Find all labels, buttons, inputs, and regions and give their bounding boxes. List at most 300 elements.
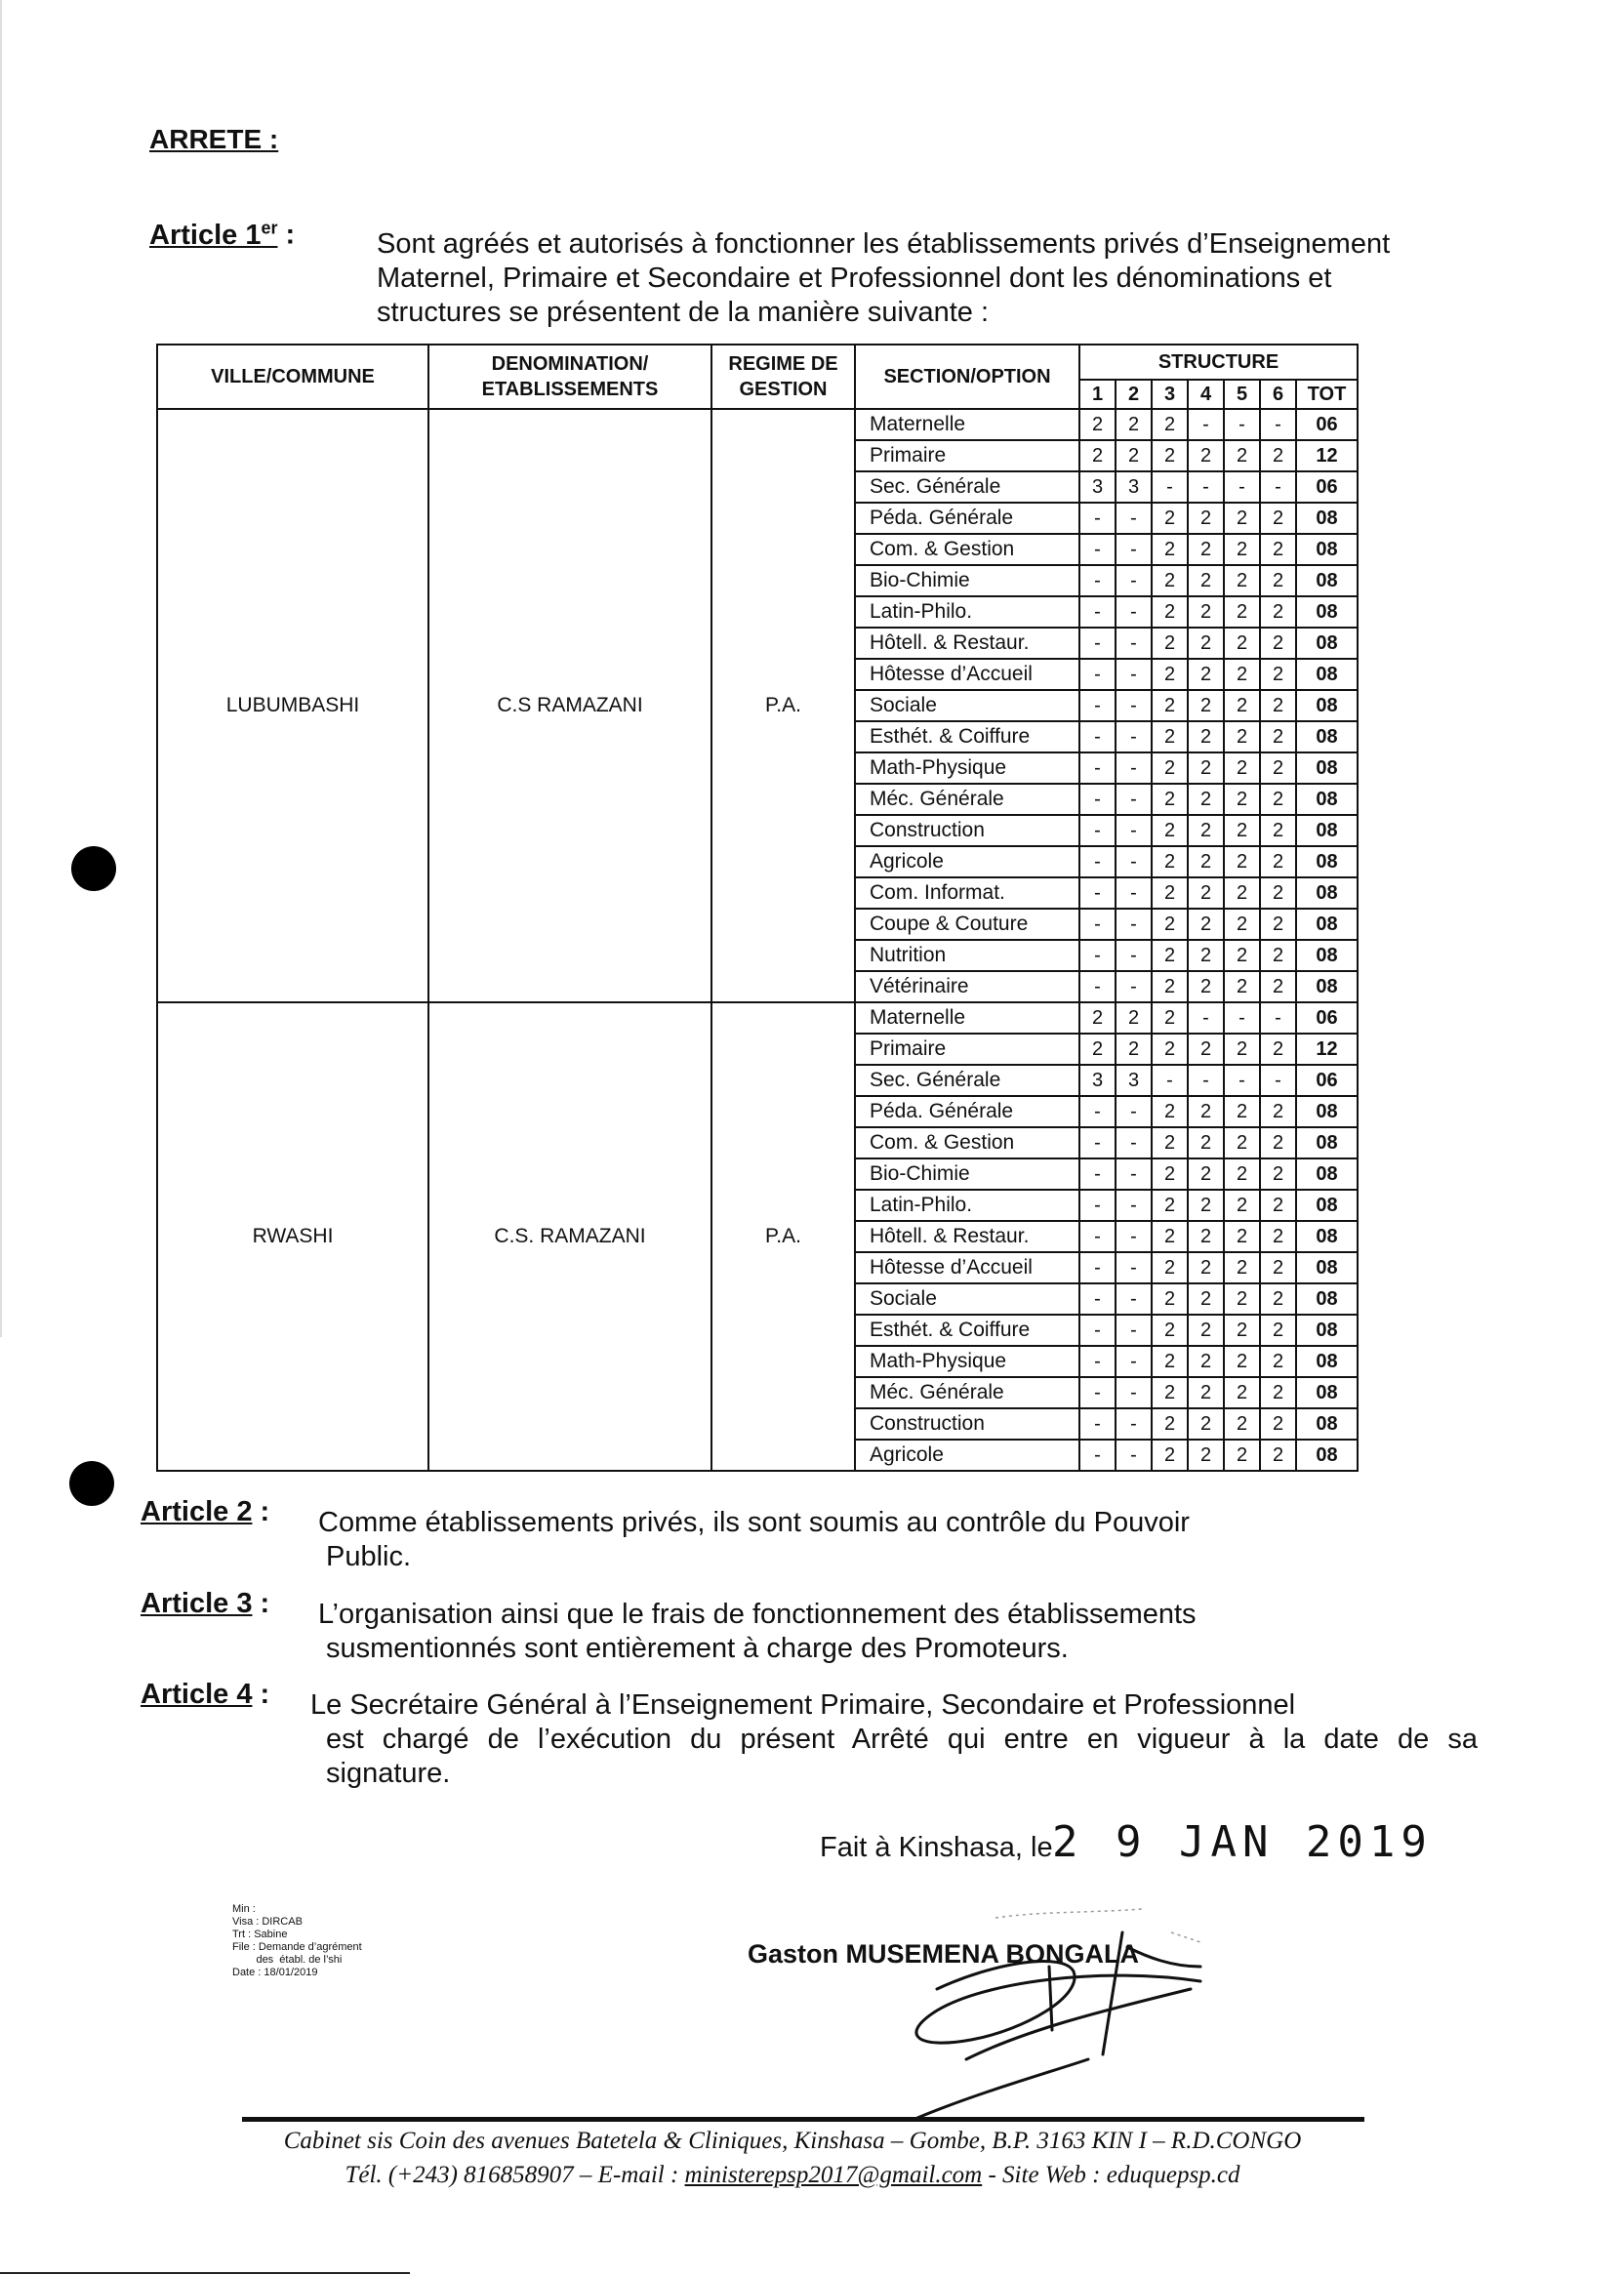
year-4-cell: 2	[1188, 1377, 1224, 1408]
year-1-cell: 3	[1079, 1065, 1116, 1096]
regime-cell: P.A.	[711, 409, 855, 1002]
total-cell: 06	[1296, 1002, 1358, 1034]
section-cell: Sociale	[855, 690, 1079, 721]
article-1-text	[377, 227, 1489, 330]
structure-table-body	[157, 409, 1358, 1471]
article-1-label	[149, 218, 295, 252]
year-1-cell: -	[1079, 659, 1116, 690]
year-6-cell: -	[1260, 1065, 1296, 1096]
header-col-6: 6	[1260, 380, 1296, 409]
total-cell: 08	[1296, 1408, 1358, 1440]
year-4-cell: 2	[1188, 784, 1224, 815]
punch-hole	[69, 1461, 114, 1506]
year-2-cell: -	[1116, 1221, 1152, 1252]
year-6-cell: 2	[1260, 659, 1296, 690]
year-4-cell: 2	[1188, 1315, 1224, 1346]
year-1-cell: 2	[1079, 1002, 1116, 1034]
header-ville: VILLE/COMMUNE	[157, 345, 428, 409]
header-denomination: DENOMINATION/ ETABLISSEMENTS	[428, 345, 711, 409]
year-1-cell: 3	[1079, 471, 1116, 503]
year-2-cell: 3	[1116, 1065, 1152, 1096]
year-5-cell: 2	[1224, 690, 1260, 721]
year-2-cell: -	[1116, 1252, 1152, 1283]
year-3-cell: 2	[1152, 846, 1188, 877]
year-4-cell: -	[1188, 471, 1224, 503]
total-cell: 08	[1296, 846, 1358, 877]
year-2-cell: -	[1116, 1096, 1152, 1127]
year-6-cell: -	[1260, 471, 1296, 503]
year-6-cell: 2	[1260, 596, 1296, 628]
signatory-name: Gaston MUSEMENA BONGALA	[748, 1939, 1140, 1969]
total-cell: 08	[1296, 1127, 1358, 1158]
handwritten-signature	[878, 1874, 1249, 2128]
year-6-cell: 2	[1260, 628, 1296, 659]
year-3-cell: 2	[1152, 940, 1188, 971]
file-notes	[232, 1903, 362, 1979]
year-4-cell: -	[1188, 1002, 1224, 1034]
footer-website: - Site Web : eduquepsp.cd	[982, 2162, 1240, 2188]
year-2-cell: 2	[1116, 440, 1152, 471]
total-cell: 08	[1296, 628, 1358, 659]
year-1-cell: -	[1079, 1096, 1116, 1127]
year-6-cell: 2	[1260, 503, 1296, 534]
year-2-cell: -	[1116, 1158, 1152, 1190]
year-1-cell: -	[1079, 628, 1116, 659]
header-col-5: 5	[1224, 380, 1260, 409]
section-cell: Latin-Philo.	[855, 596, 1079, 628]
total-cell: 08	[1296, 721, 1358, 752]
total-cell: 08	[1296, 971, 1358, 1002]
section-cell: Com. & Gestion	[855, 1127, 1079, 1158]
year-4-cell: 2	[1188, 628, 1224, 659]
total-cell: 08	[1296, 909, 1358, 940]
year-3-cell: 2	[1152, 1002, 1188, 1034]
file-note-line: Date : 18/01/2019	[232, 1967, 318, 1978]
year-3-cell: 2	[1152, 971, 1188, 1002]
total-cell: 08	[1296, 1377, 1358, 1408]
year-2-cell: -	[1116, 971, 1152, 1002]
total-cell: 08	[1296, 659, 1358, 690]
year-2-cell: -	[1116, 846, 1152, 877]
article-2-line: Comme établissements privés, ils sont soumis au contrôle du Pouvoir	[318, 1507, 1190, 1538]
year-6-cell: -	[1260, 1002, 1296, 1034]
file-note-line: Visa : DIRCAB	[232, 1916, 303, 1928]
year-5-cell: 2	[1224, 909, 1260, 940]
signoff-place: Fait à Kinshasa, le	[820, 1832, 1053, 1863]
year-1-cell: 2	[1079, 1034, 1116, 1065]
year-4-cell: 2	[1188, 940, 1224, 971]
year-2-cell: -	[1116, 1346, 1152, 1377]
total-cell: 08	[1296, 1221, 1358, 1252]
year-6-cell: 2	[1260, 971, 1296, 1002]
total-cell: 08	[1296, 1190, 1358, 1221]
year-3-cell: 2	[1152, 784, 1188, 815]
year-1-cell: -	[1079, 1408, 1116, 1440]
year-6-cell: 2	[1260, 1408, 1296, 1440]
year-5-cell: 2	[1224, 784, 1260, 815]
year-2-cell: -	[1116, 1408, 1152, 1440]
year-3-cell: 2	[1152, 1034, 1188, 1065]
year-5-cell: -	[1224, 1065, 1260, 1096]
year-6-cell: 2	[1260, 440, 1296, 471]
year-1-cell: -	[1079, 909, 1116, 940]
punch-hole	[71, 846, 116, 891]
total-cell: 08	[1296, 1440, 1358, 1471]
year-2-cell: -	[1116, 752, 1152, 784]
year-3-cell: 2	[1152, 628, 1188, 659]
year-6-cell: 2	[1260, 690, 1296, 721]
regime-cell: P.A.	[711, 1002, 855, 1471]
year-3-cell: 2	[1152, 1190, 1188, 1221]
header-section: SECTION/OPTION	[855, 345, 1079, 409]
year-6-cell: 2	[1260, 1158, 1296, 1190]
year-5-cell: 2	[1224, 1096, 1260, 1127]
year-2-cell: -	[1116, 1127, 1152, 1158]
year-3-cell: 2	[1152, 565, 1188, 596]
year-3-cell: 2	[1152, 721, 1188, 752]
year-6-cell: 2	[1260, 1315, 1296, 1346]
year-5-cell: 2	[1224, 940, 1260, 971]
section-cell: Com. & Gestion	[855, 534, 1079, 565]
scan-edge-line	[0, 0, 2, 1337]
year-5-cell: 2	[1224, 534, 1260, 565]
year-2-cell: -	[1116, 1315, 1152, 1346]
year-4-cell: 2	[1188, 909, 1224, 940]
article-3-line: susmentionnés sont entièrement à charge des Promoteurs.	[326, 1633, 1069, 1664]
year-1-cell: -	[1079, 1190, 1116, 1221]
structure-table	[156, 344, 1359, 1472]
year-2-cell: -	[1116, 565, 1152, 596]
year-1-cell: -	[1079, 815, 1116, 846]
year-2-cell: 2	[1116, 1034, 1152, 1065]
total-cell: 08	[1296, 503, 1358, 534]
year-3-cell: 2	[1152, 1346, 1188, 1377]
scan-edge-line	[0, 2272, 410, 2274]
year-1-cell: -	[1079, 784, 1116, 815]
year-2-cell: -	[1116, 596, 1152, 628]
year-4-cell: -	[1188, 409, 1224, 440]
year-3-cell: 2	[1152, 659, 1188, 690]
year-6-cell: 2	[1260, 1096, 1296, 1127]
year-1-cell: -	[1079, 1440, 1116, 1471]
year-1-cell: -	[1079, 690, 1116, 721]
header-regime: REGIME DE GESTION	[711, 345, 855, 409]
section-cell: Esthét. & Coiffure	[855, 721, 1079, 752]
year-3-cell: 2	[1152, 1221, 1188, 1252]
year-4-cell: -	[1188, 1065, 1224, 1096]
total-cell: 08	[1296, 1315, 1358, 1346]
year-2-cell: -	[1116, 1190, 1152, 1221]
year-3-cell: 2	[1152, 1283, 1188, 1315]
year-3-cell: 2	[1152, 1158, 1188, 1190]
year-5-cell: 2	[1224, 971, 1260, 1002]
total-cell: 08	[1296, 815, 1358, 846]
year-5-cell: -	[1224, 409, 1260, 440]
section-cell: Esthét. & Coiffure	[855, 1315, 1079, 1346]
year-6-cell: 2	[1260, 752, 1296, 784]
section-cell: Agricole	[855, 1440, 1079, 1471]
year-3-cell: 2	[1152, 909, 1188, 940]
header-col-1: 1	[1079, 380, 1116, 409]
section-cell: Nutrition	[855, 940, 1079, 971]
year-1-cell: -	[1079, 877, 1116, 909]
section-cell: Péda. Générale	[855, 1096, 1079, 1127]
article-4-text-first: Le Secrétaire Général à l’Enseignement Primaire, Secondaire et Professionnel	[310, 1689, 1296, 1721]
total-cell: 06	[1296, 471, 1358, 503]
footer-email-link[interactable]: ministerepsp2017@gmail.com	[684, 2162, 983, 2188]
year-6-cell: 2	[1260, 1034, 1296, 1065]
year-3-cell: 2	[1152, 409, 1188, 440]
year-2-cell: -	[1116, 909, 1152, 940]
year-3-cell: -	[1152, 471, 1188, 503]
year-4-cell: 2	[1188, 1408, 1224, 1440]
year-1-cell: -	[1079, 846, 1116, 877]
year-1-cell: -	[1079, 971, 1116, 1002]
header-structure: STRUCTURE	[1079, 345, 1358, 380]
year-4-cell: 2	[1188, 659, 1224, 690]
year-6-cell: 2	[1260, 1377, 1296, 1408]
year-5-cell: 2	[1224, 752, 1260, 784]
year-3-cell: 2	[1152, 1377, 1188, 1408]
year-2-cell: -	[1116, 659, 1152, 690]
date-stamp: 2 9 JAN 2019	[1052, 1817, 1433, 1867]
year-1-cell: -	[1079, 721, 1116, 752]
header-col-4: 4	[1188, 380, 1224, 409]
year-6-cell: 2	[1260, 940, 1296, 971]
year-4-cell: 2	[1188, 503, 1224, 534]
year-6-cell: 2	[1260, 846, 1296, 877]
year-2-cell: -	[1116, 721, 1152, 752]
year-4-cell: 2	[1188, 1190, 1224, 1221]
year-6-cell: 2	[1260, 909, 1296, 940]
section-cell: Hôtell. & Restaur.	[855, 1221, 1079, 1252]
total-cell: 12	[1296, 440, 1358, 471]
year-3-cell: 2	[1152, 1252, 1188, 1283]
section-cell: Maternelle	[855, 409, 1079, 440]
year-1-cell: -	[1079, 565, 1116, 596]
year-4-cell: 2	[1188, 1158, 1224, 1190]
year-5-cell: 2	[1224, 1346, 1260, 1377]
header-col-2: 2	[1116, 380, 1152, 409]
year-6-cell: 2	[1260, 1283, 1296, 1315]
year-4-cell: 2	[1188, 1096, 1224, 1127]
section-cell: Agricole	[855, 846, 1079, 877]
year-2-cell: -	[1116, 534, 1152, 565]
total-cell: 06	[1296, 409, 1358, 440]
year-3-cell: -	[1152, 1065, 1188, 1096]
year-2-cell: -	[1116, 628, 1152, 659]
total-cell: 08	[1296, 1346, 1358, 1377]
year-2-cell: 2	[1116, 409, 1152, 440]
year-1-cell: -	[1079, 1158, 1116, 1190]
year-4-cell: 2	[1188, 534, 1224, 565]
section-cell: Coupe & Couture	[855, 909, 1079, 940]
footer-phone: Tél. (+243) 816858907 – E-mail :	[345, 2162, 685, 2188]
article-3-line: L’organisation ainsi que le frais de fonctionnement des établissements	[318, 1599, 1197, 1630]
section-cell: Hôtesse d’Accueil	[855, 1252, 1079, 1283]
article-3-text	[318, 1598, 1197, 1666]
year-2-cell: -	[1116, 503, 1152, 534]
total-cell: 08	[1296, 1096, 1358, 1127]
year-1-cell: -	[1079, 1283, 1116, 1315]
year-6-cell: 2	[1260, 534, 1296, 565]
year-6-cell: 2	[1260, 1252, 1296, 1283]
year-4-cell: 2	[1188, 971, 1224, 1002]
year-6-cell: 2	[1260, 1190, 1296, 1221]
year-6-cell: 2	[1260, 565, 1296, 596]
table-row	[157, 1002, 1358, 1034]
year-5-cell: 2	[1224, 596, 1260, 628]
total-cell: 06	[1296, 1065, 1358, 1096]
year-5-cell: 2	[1224, 1315, 1260, 1346]
year-4-cell: 2	[1188, 440, 1224, 471]
year-5-cell: 2	[1224, 721, 1260, 752]
year-3-cell: 2	[1152, 690, 1188, 721]
year-1-cell: -	[1079, 503, 1116, 534]
year-1-cell: -	[1079, 1221, 1116, 1252]
year-5-cell: 2	[1224, 1377, 1260, 1408]
footer-rule	[242, 2117, 1364, 2122]
year-5-cell: 2	[1224, 1440, 1260, 1471]
section-cell: Hôtesse d’Accueil	[855, 659, 1079, 690]
year-5-cell: 2	[1224, 1221, 1260, 1252]
file-note-line: File : Demande d’agrément	[232, 1941, 362, 1953]
year-4-cell: 2	[1188, 1283, 1224, 1315]
year-5-cell: 2	[1224, 1158, 1260, 1190]
year-1-cell: -	[1079, 1315, 1116, 1346]
year-4-cell: 2	[1188, 1346, 1224, 1377]
year-6-cell: 2	[1260, 815, 1296, 846]
year-6-cell: 2	[1260, 877, 1296, 909]
section-cell: Primaire	[855, 440, 1079, 471]
denomination-cell: C.S RAMAZANI	[428, 409, 711, 1002]
year-4-cell: 2	[1188, 565, 1224, 596]
year-4-cell: 2	[1188, 596, 1224, 628]
year-3-cell: 2	[1152, 534, 1188, 565]
year-4-cell: 2	[1188, 1252, 1224, 1283]
year-4-cell: 2	[1188, 690, 1224, 721]
year-3-cell: 2	[1152, 815, 1188, 846]
ville-cell: LUBUMBASHI	[157, 409, 428, 1002]
file-note-line: Trt : Sabine	[232, 1929, 288, 1940]
year-4-cell: 2	[1188, 815, 1224, 846]
total-cell: 08	[1296, 1283, 1358, 1315]
article-2-line: Public.	[326, 1541, 412, 1572]
year-5-cell: 2	[1224, 628, 1260, 659]
section-cell: Math-Physique	[855, 1346, 1079, 1377]
year-2-cell: -	[1116, 1283, 1152, 1315]
year-3-cell: 2	[1152, 440, 1188, 471]
section-cell: Sec. Générale	[855, 471, 1079, 503]
year-5-cell: 2	[1224, 565, 1260, 596]
section-cell: Sec. Générale	[855, 1065, 1079, 1096]
year-3-cell: 2	[1152, 503, 1188, 534]
year-4-cell: 2	[1188, 1221, 1224, 1252]
year-1-cell: -	[1079, 596, 1116, 628]
year-5-cell: -	[1224, 471, 1260, 503]
section-cell: Bio-Chimie	[855, 565, 1079, 596]
year-4-cell: 2	[1188, 1440, 1224, 1471]
total-cell: 08	[1296, 752, 1358, 784]
file-note-line: Min :	[232, 1903, 256, 1915]
year-5-cell: 2	[1224, 1127, 1260, 1158]
article-4-label: Article 4 :	[141, 1679, 270, 1710]
section-cell: Primaire	[855, 1034, 1079, 1065]
year-1-cell: 2	[1079, 409, 1116, 440]
footer-address: Cabinet sis Coin des avenues Batetela & Cliniques, Kinshasa – Gombe, B.P. 3163 KIN I – R.D.CONGO	[283, 2128, 1302, 2154]
year-1-cell: -	[1079, 1346, 1116, 1377]
year-1-cell: -	[1079, 1127, 1116, 1158]
year-2-cell: -	[1116, 1440, 1152, 1471]
year-5-cell: 2	[1224, 1034, 1260, 1065]
year-3-cell: 2	[1152, 1408, 1188, 1440]
year-4-cell: 2	[1188, 1034, 1224, 1065]
total-cell: 08	[1296, 940, 1358, 971]
year-2-cell: -	[1116, 784, 1152, 815]
section-cell: Vétérinaire	[855, 971, 1079, 1002]
total-cell: 08	[1296, 877, 1358, 909]
total-cell: 08	[1296, 784, 1358, 815]
year-1-cell: -	[1079, 752, 1116, 784]
file-note-line: des établ. de l’shi	[232, 1954, 343, 1966]
total-cell: 08	[1296, 1158, 1358, 1190]
article-2-label: Article 2 :	[141, 1496, 270, 1527]
year-4-cell: 2	[1188, 752, 1224, 784]
section-cell: Péda. Générale	[855, 503, 1079, 534]
total-cell: 08	[1296, 565, 1358, 596]
article-1-colon: :	[277, 219, 296, 251]
year-3-cell: 2	[1152, 596, 1188, 628]
year-6-cell: 2	[1260, 1127, 1296, 1158]
year-2-cell: -	[1116, 1377, 1152, 1408]
year-3-cell: 2	[1152, 1096, 1188, 1127]
ville-cell: RWASHI	[157, 1002, 428, 1471]
year-5-cell: 2	[1224, 1190, 1260, 1221]
header-col-tot: TOT	[1296, 380, 1358, 409]
table-row	[157, 409, 1358, 440]
denomination-cell: C.S. RAMAZANI	[428, 1002, 711, 1471]
year-1-cell: -	[1079, 1377, 1116, 1408]
year-2-cell: 2	[1116, 1002, 1152, 1034]
article-1-line: Maternel, Primaire et Secondaire et Professionnel dont les dénominations et	[377, 263, 1332, 294]
section-cell: Construction	[855, 815, 1079, 846]
year-6-cell: 2	[1260, 784, 1296, 815]
year-4-cell: 2	[1188, 846, 1224, 877]
year-4-cell: 2	[1188, 1127, 1224, 1158]
total-cell: 08	[1296, 1252, 1358, 1283]
total-cell: 12	[1296, 1034, 1358, 1065]
year-5-cell: 2	[1224, 1252, 1260, 1283]
year-1-cell: -	[1079, 534, 1116, 565]
section-cell: Com. Informat.	[855, 877, 1079, 909]
year-3-cell: 2	[1152, 752, 1188, 784]
year-3-cell: 2	[1152, 1440, 1188, 1471]
year-4-cell: 2	[1188, 721, 1224, 752]
footer-contact	[256, 2162, 1329, 2189]
section-cell: Latin-Philo.	[855, 1190, 1079, 1221]
year-2-cell: -	[1116, 690, 1152, 721]
section-cell: Bio-Chimie	[855, 1158, 1079, 1190]
year-5-cell: 2	[1224, 1283, 1260, 1315]
article-4-text-third: signature.	[326, 1758, 451, 1789]
article-1-superscript: er	[261, 218, 278, 237]
header-col-3: 3	[1152, 380, 1188, 409]
year-1-cell: -	[1079, 1252, 1116, 1283]
section-cell: Construction	[855, 1408, 1079, 1440]
year-6-cell: 2	[1260, 721, 1296, 752]
year-6-cell: -	[1260, 409, 1296, 440]
year-5-cell: -	[1224, 1002, 1260, 1034]
